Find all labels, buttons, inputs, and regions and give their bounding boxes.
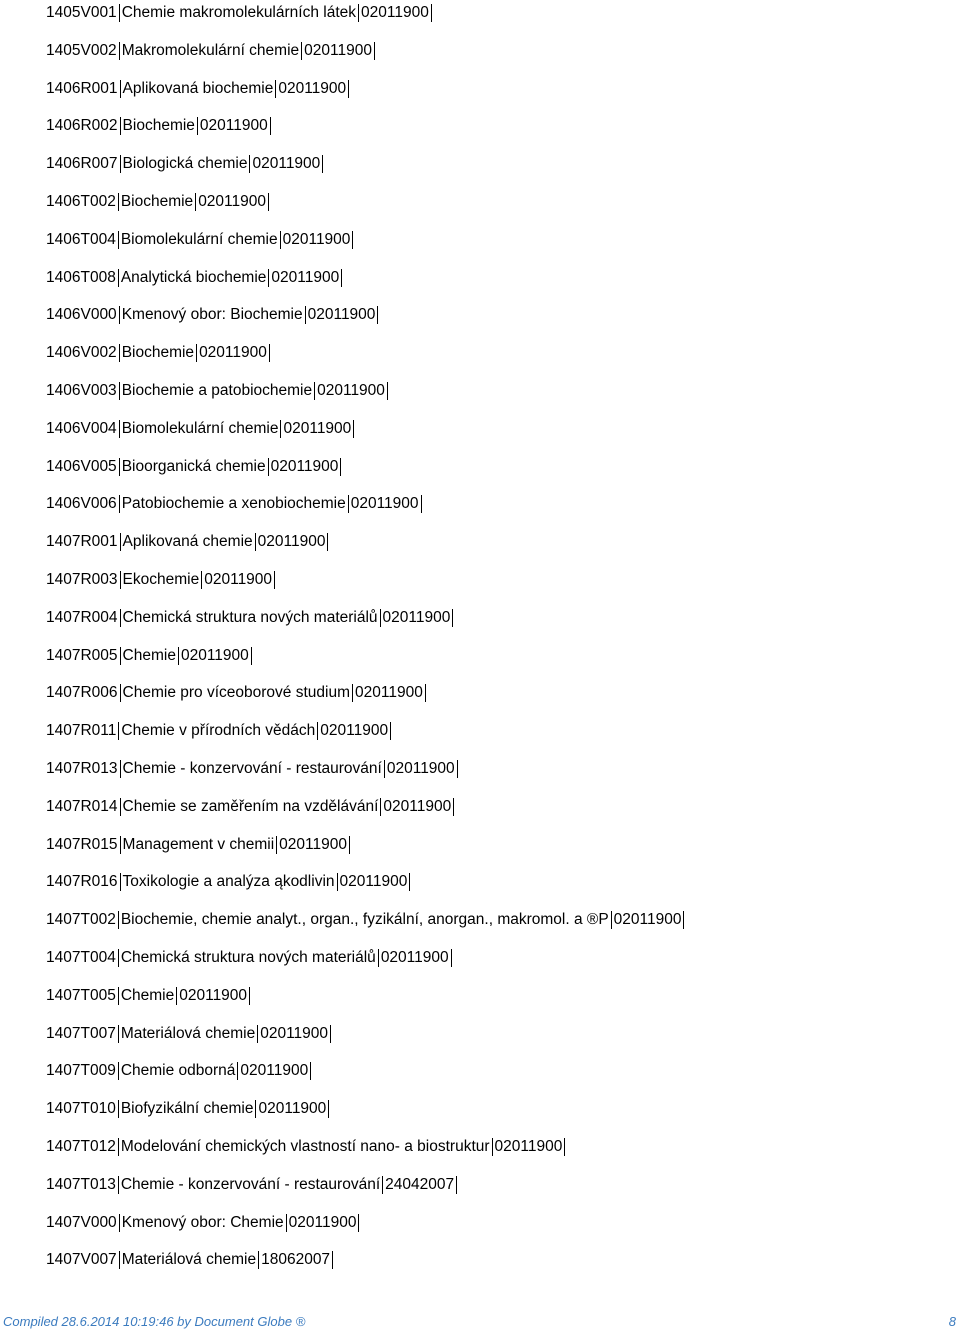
program-number: 02011900 — [355, 684, 426, 702]
program-number: 02011900 — [317, 382, 388, 400]
program-code: 1406T004 — [46, 231, 119, 249]
program-name: Analytická biochemie — [121, 269, 270, 287]
list-item — [46, 869, 412, 895]
program-code: 1406R002 — [46, 117, 121, 135]
list-item — [46, 302, 380, 328]
program-code: 1406T002 — [46, 193, 119, 211]
program-number: 02011900 — [179, 987, 250, 1005]
footer-compiled: Compiled 28.6.2014 10:19:46 by Document Globe ® — [3, 1314, 306, 1329]
program-name: Chemie — [123, 647, 179, 665]
list-item — [46, 1096, 331, 1122]
program-number: 02011900 — [240, 1062, 311, 1080]
list-item — [46, 1172, 459, 1198]
page-number: 8 — [948, 1314, 956, 1329]
program-number: 18062007 — [261, 1251, 333, 1269]
program-name: Chemie makromolekulárních látek — [122, 4, 359, 22]
program-code: 1406V004 — [46, 420, 120, 438]
list-item — [46, 38, 377, 64]
program-number: 02011900 — [381, 949, 452, 967]
list-item — [46, 718, 393, 744]
program-number: 02011900 — [289, 1214, 360, 1232]
program-name: Biochemie — [122, 344, 197, 362]
program-name: Patobiochemie a xenobiochemie — [122, 495, 349, 513]
list-item — [46, 227, 355, 253]
list-item — [46, 1021, 333, 1047]
program-number: 02011900 — [340, 873, 411, 891]
list-item — [46, 567, 277, 593]
list-item — [46, 265, 344, 291]
program-code: 1407T004 — [46, 949, 119, 967]
program-number: 02011900 — [200, 117, 271, 135]
program-name: Biochemie — [123, 117, 198, 135]
program-number: 02011900 — [361, 4, 432, 22]
list-item — [46, 1058, 313, 1084]
list-item — [46, 756, 460, 782]
program-name: Biologická chemie — [123, 155, 251, 173]
program-number: 02011900 — [383, 609, 454, 627]
list-item — [46, 680, 428, 706]
list-item — [46, 1134, 567, 1160]
program-code: 1407R015 — [46, 836, 121, 854]
program-number: 02011900 — [198, 193, 269, 211]
list-item — [46, 832, 352, 858]
program-code: 1407V007 — [46, 1251, 120, 1269]
program-code: 1406R007 — [46, 155, 121, 173]
list-item — [46, 0, 434, 26]
program-code: 1407R003 — [46, 571, 121, 589]
program-name: Biomolekulární chemie — [122, 420, 282, 438]
program-code: 1406V005 — [46, 458, 120, 476]
program-code: 1407T012 — [46, 1138, 119, 1156]
program-code: 1406T008 — [46, 269, 119, 287]
program-code: 1407T009 — [46, 1062, 119, 1080]
program-number: 02011900 — [181, 647, 252, 665]
program-number: 02011900 — [304, 42, 375, 60]
program-name: Chemie pro víceoborové studium — [123, 684, 353, 702]
program-number: 02011900 — [258, 1100, 329, 1118]
program-code: 1407T007 — [46, 1025, 119, 1043]
program-code: 1407T010 — [46, 1100, 119, 1118]
program-name: Modelování chemických vlastností nano- a biostruktur — [121, 1138, 493, 1156]
program-name: Toxikologie a analýza ąkodlivin — [123, 873, 338, 891]
program-name: Chemie - konzervování - restaurování — [123, 760, 385, 778]
program-name: Biochemie — [121, 193, 196, 211]
list-item — [46, 794, 456, 820]
program-number: 02011900 — [260, 1025, 331, 1043]
list-item — [46, 907, 686, 933]
program-name: Kmenový obor: Chemie — [122, 1214, 287, 1232]
program-name: Chemie odborná — [121, 1062, 239, 1080]
program-code: 1405V002 — [46, 42, 120, 60]
program-name: Materiálová chemie — [121, 1025, 258, 1043]
program-code: 1407R016 — [46, 873, 121, 891]
program-code: 1405V001 — [46, 4, 120, 22]
program-code: 1406R001 — [46, 80, 121, 98]
program-number: 02011900 — [283, 420, 354, 438]
list-item — [46, 416, 356, 442]
program-code: 1407T005 — [46, 987, 119, 1005]
program-number: 02011900 — [283, 231, 354, 249]
program-number: 24042007 — [385, 1176, 457, 1194]
list-item — [46, 454, 343, 480]
program-name: Chemická struktura nových materiálů — [123, 609, 381, 627]
program-number: 02011900 — [204, 571, 275, 589]
program-code: 1406V006 — [46, 495, 120, 513]
program-name: Chemie - konzervování - restaurování — [121, 1176, 383, 1194]
program-name: Chemická struktura nových materiálů — [121, 949, 379, 967]
program-code: 1406V000 — [46, 306, 120, 324]
list-item — [46, 643, 254, 669]
list-item — [46, 113, 273, 139]
program-name: Aplikovaná chemie — [123, 533, 256, 551]
program-number: 02011900 — [308, 306, 379, 324]
program-code: 1406V003 — [46, 382, 120, 400]
list-item — [46, 340, 272, 366]
list-item — [46, 605, 455, 631]
program-code: 1407R005 — [46, 647, 121, 665]
program-name: Chemie v přírodních vědách — [121, 722, 318, 740]
list-item — [46, 1247, 335, 1273]
list-item — [46, 529, 330, 555]
list-item — [46, 189, 271, 215]
program-name: Ekochemie — [123, 571, 203, 589]
program-number: 02011900 — [252, 155, 323, 173]
list-item — [46, 983, 252, 1009]
program-name: Biochemie, chemie analyt., organ., fyzikální, anorgan., makromol. a ®P — [121, 911, 612, 929]
program-number: 02011900 — [279, 836, 350, 854]
program-name: Chemie — [121, 987, 177, 1005]
list-item — [46, 378, 390, 404]
program-number: 02011900 — [271, 458, 342, 476]
list-item — [46, 151, 325, 177]
program-number: 02011900 — [351, 495, 422, 513]
program-name: Biofyzikální chemie — [121, 1100, 257, 1118]
program-name: Materiálová chemie — [122, 1251, 259, 1269]
program-name: Biomolekulární chemie — [121, 231, 281, 249]
program-name: Chemie se zaměřením na vzdělávání — [123, 798, 382, 816]
list-item — [46, 1210, 361, 1236]
program-code: 1406V002 — [46, 344, 120, 362]
program-number: 02011900 — [199, 344, 270, 362]
program-name: Kmenový obor: Biochemie — [122, 306, 306, 324]
program-name: Aplikovaná biochemie — [123, 80, 277, 98]
list-item — [46, 945, 454, 971]
list-item — [46, 76, 351, 102]
program-name: Management v chemii — [123, 836, 278, 854]
program-number: 02011900 — [614, 911, 685, 929]
program-number: 02011900 — [271, 269, 342, 287]
program-code: 1407V000 — [46, 1214, 120, 1232]
program-code: 1407T013 — [46, 1176, 119, 1194]
program-code: 1407R014 — [46, 798, 121, 816]
program-number: 02011900 — [320, 722, 391, 740]
program-code: 1407T002 — [46, 911, 119, 929]
program-number: 02011900 — [495, 1138, 566, 1156]
program-number: 02011900 — [383, 798, 454, 816]
program-number: 02011900 — [387, 760, 458, 778]
program-code: 1407R013 — [46, 760, 121, 778]
program-code: 1407R004 — [46, 609, 121, 627]
program-code: 1407R001 — [46, 533, 121, 551]
program-code: 1407R011 — [46, 722, 119, 740]
program-name: Biochemie a patobiochemie — [122, 382, 315, 400]
program-code: 1407R006 — [46, 684, 121, 702]
program-number: 02011900 — [278, 80, 349, 98]
program-name: Makromolekulární chemie — [122, 42, 302, 60]
list-item — [46, 491, 424, 517]
program-number: 02011900 — [258, 533, 329, 551]
program-name: Bioorganická chemie — [122, 458, 269, 476]
